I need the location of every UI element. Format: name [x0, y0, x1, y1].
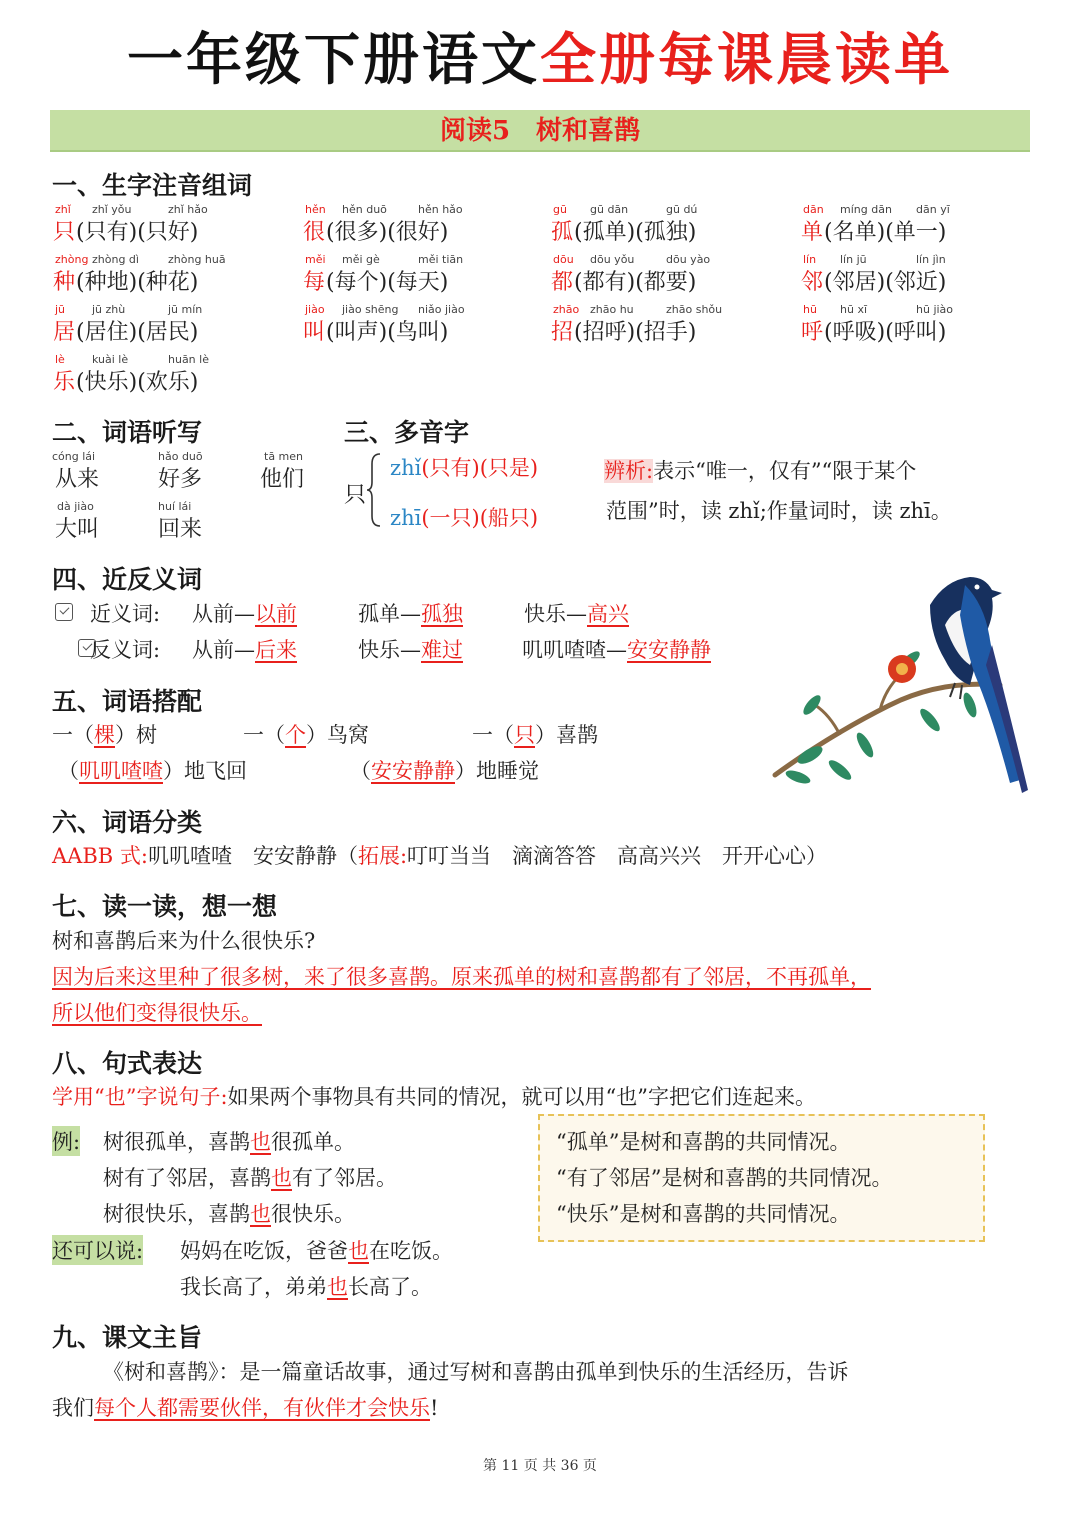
word-pinyin: zhāo shǒu: [666, 303, 723, 316]
aabb-line: AABB 式:叽叽喳喳 安安静静（拓展:叮叮当当 滴滴答答 高高兴兴 开开心心）: [52, 844, 828, 868]
dict-word: 大叫: [55, 517, 100, 542]
vocab-char: 邻: [801, 270, 824, 295]
section-5-heading: 五、词语搭配: [52, 687, 203, 716]
vocab-words: (名单)(单一): [824, 220, 947, 245]
also-label: 还可以说:: [52, 1235, 143, 1265]
char-pinyin: jū: [55, 303, 66, 316]
vocab-char: 呼: [801, 320, 824, 345]
antonym-label: 反义词:: [90, 638, 161, 662]
pattern-lead: 学用“也”字说句子:如果两个事物具有共同的情况，就可以用“也”字把它们连起来。: [52, 1085, 817, 1109]
vocab-char: 只: [53, 220, 76, 245]
title-red: 全册每课晨读单: [540, 28, 953, 93]
antonym-pair: 叽叽喳喳—安安静静: [522, 638, 711, 662]
vocab-words: (孤单)(孤独): [574, 220, 697, 245]
char-pinyin: dōu: [553, 253, 574, 266]
vocab-words: (招呼)(招手): [574, 320, 697, 345]
answer-line-2: 所以他们变得很快乐。: [52, 1001, 262, 1025]
example-label: 例:: [52, 1126, 80, 1156]
title-black: 一年级下册语文: [127, 28, 540, 93]
match-item: 一（个）鸟窝: [243, 723, 369, 747]
synonym-pair: 快乐—高兴: [524, 602, 629, 626]
vocab-char: 居: [53, 320, 76, 345]
vocab-words: (都有)(都要): [574, 270, 697, 295]
char-pinyin: hěn: [305, 203, 326, 216]
word-pinyin: jū mín: [168, 303, 203, 316]
word-pinyin: měi gè: [342, 253, 380, 266]
curly-brace: [366, 452, 382, 528]
section-7-heading: 七、读一读，想一想: [52, 892, 278, 921]
word-pinyin: huān lè: [168, 353, 209, 366]
match-item: （安安静静）地睡觉: [350, 759, 539, 783]
polyphone-reading-2: [390, 502, 538, 532]
word-pinyin: hū xī: [840, 303, 868, 316]
magpie-illustration: [770, 565, 1035, 805]
match-item: 一（只）喜鹊: [472, 723, 598, 747]
word-pinyin: dān yī: [916, 203, 950, 216]
section-2-heading: 二、词语听写: [52, 418, 203, 447]
vocab-words: (居住)(居民): [76, 320, 199, 345]
page-title: [0, 16, 1080, 96]
word-pinyin: dōu yǒu: [590, 253, 635, 266]
char-pinyin: měi: [305, 253, 326, 266]
dict-pinyin: huí lái: [158, 500, 192, 513]
word-pinyin: lín jū: [840, 253, 867, 266]
also-sentence: 妈妈在吃饭，爸爸也在吃饭。: [180, 1239, 453, 1263]
dict-word: 他们: [260, 467, 305, 492]
word-pinyin: zhāo hu: [590, 303, 634, 316]
vocab-char: 都: [551, 270, 574, 295]
theme-line-2: 我们每个人都需要伙伴，有伙伴才会快乐!: [52, 1396, 439, 1420]
example-sentence: 树有了邻居，喜鹊也有了邻居。: [103, 1166, 397, 1190]
reading-2-words: (一只)(船只): [421, 506, 539, 530]
box-line: “孤单”是树和喜鹊的共同情况。: [556, 1130, 851, 1154]
polyphone-char: 只: [344, 483, 367, 508]
vocab-words: (叫声)(鸟叫): [326, 320, 449, 345]
word-pinyin: lín jìn: [916, 253, 946, 266]
section-4-heading: 四、近反义词: [52, 565, 203, 594]
analysis-line-1: [604, 455, 916, 485]
vocab-words: (种地)(种花): [76, 270, 199, 295]
char-pinyin: zhòng: [55, 253, 89, 266]
section-9-heading: 九、课文主旨: [52, 1323, 203, 1352]
vocab-char: 孤: [551, 220, 574, 245]
box-line: “有了邻居”是树和喜鹊的共同情况。: [556, 1166, 893, 1190]
reading-1-pinyin: zhǐ: [390, 456, 422, 480]
char-pinyin: jiào: [305, 303, 325, 316]
match-item: 一（棵）树: [52, 723, 157, 747]
word-pinyin: kuài lè: [92, 353, 129, 366]
word-pinyin: jiào shēng: [342, 303, 399, 316]
word-pinyin: hěn duō: [342, 203, 387, 216]
dict-word: 好多: [158, 467, 203, 492]
example-sentence: 树很孤单，喜鹊也很孤单。: [103, 1130, 355, 1154]
word-pinyin: niǎo jiào: [418, 303, 465, 316]
question: 树和喜鹊后来为什么很快乐?: [52, 929, 316, 953]
synonym-pair: 从前—以前: [192, 602, 297, 626]
synonym-label: 近义词:: [90, 602, 161, 626]
checklist-icon: [55, 603, 73, 621]
dict-word: 回来: [158, 517, 203, 542]
word-pinyin: gū dān: [590, 203, 629, 216]
reading-2-pinyin: zhī: [390, 506, 422, 530]
vocab-char: 种: [53, 270, 76, 295]
word-pinyin: jū zhù: [92, 303, 126, 316]
dict-pinyin: cóng lái: [52, 450, 96, 463]
antonym-pair: 从前—后来: [192, 638, 297, 662]
example-sentence: 树很快乐，喜鹊也很快乐。: [103, 1202, 355, 1226]
match-item: （叽叽喳喳）地飞回: [58, 759, 247, 783]
synonym-pair: 孤单—孤独: [358, 602, 463, 626]
dict-pinyin: tā men: [264, 450, 304, 463]
vocab-words: (呼吸)(呼叫): [824, 320, 947, 345]
word-pinyin: měi tiān: [418, 253, 464, 266]
word-pinyin: zhǐ hǎo: [168, 203, 208, 216]
analysis-line-2: 范围”时，读 zhǐ;作量词时，读 zhī。: [606, 499, 952, 523]
polyphone-reading-1: [390, 452, 538, 482]
vocab-char: 乐: [53, 370, 76, 395]
char-pinyin: zhǐ: [55, 203, 71, 216]
word-pinyin: míng dān: [840, 203, 892, 216]
char-pinyin: zhāo: [553, 303, 580, 316]
reading-1-words: (只有)(只是): [421, 456, 539, 480]
word-pinyin: zhǐ yǒu: [92, 203, 132, 216]
section-6-heading: 六、词语分类: [52, 808, 203, 837]
theme-line-1: 《树和喜鹊》：是一篇童话故事，通过写树和喜鹊由孤单到快乐的生活经历，告诉: [103, 1360, 849, 1384]
section-3-heading: 三、多音字: [344, 418, 470, 447]
word-pinyin: dōu yào: [666, 253, 711, 266]
word-pinyin: hěn hǎo: [418, 203, 463, 216]
vocab-words: (快乐)(欢乐): [76, 370, 199, 395]
dict-pinyin: hǎo duō: [158, 450, 203, 463]
char-pinyin: lín: [803, 253, 817, 266]
extension-label: 拓展:: [357, 844, 408, 868]
dict-pinyin: dà jiào: [57, 500, 94, 513]
section-1-heading: 一、生字注音组词: [52, 171, 253, 200]
vocab-words: (每个)(每天): [326, 270, 449, 295]
vocab-char: 招: [551, 320, 574, 345]
char-pinyin: hū: [803, 303, 817, 316]
answer-line-1: 因为后来这里种了很多树，来了很多喜鹊。原来孤单的树和喜鹊都有了邻居，不再孤单，: [52, 965, 871, 989]
vocab-char: 叫: [303, 320, 326, 345]
box-line: “快乐”是树和喜鹊的共同情况。: [556, 1202, 851, 1226]
dict-word: 从来: [55, 467, 100, 492]
also-sentence: 我长高了，弟弟也长高了。: [180, 1275, 432, 1299]
vocab-words: (很多)(很好): [326, 220, 449, 245]
aabb-label: AABB 式:: [52, 844, 148, 868]
char-pinyin: gū: [553, 203, 567, 216]
section-8-heading: 八、句式表达: [52, 1049, 203, 1078]
vocab-words: (邻居)(邻近): [824, 270, 947, 295]
vocab-char: 每: [303, 270, 326, 295]
vocab-words: (只有)(只好): [76, 220, 199, 245]
word-pinyin: hū jiào: [916, 303, 954, 316]
lesson-band: 阅读5 树和喜鹊: [50, 110, 1030, 152]
pattern-label: 学用“也”字说句子:: [52, 1085, 228, 1109]
char-pinyin: dān: [803, 203, 824, 216]
page-footer: 第 11 页 共 36 页: [483, 1458, 597, 1474]
char-pinyin: lè: [55, 353, 65, 366]
word-pinyin: zhòng dì: [92, 253, 139, 266]
word-pinyin: zhòng huā: [168, 253, 226, 266]
analysis-label: 辨析:: [604, 459, 654, 483]
analysis-text-1: 表示“唯一，仅有”“限于某个: [653, 459, 917, 483]
antonym-pair: 快乐—难过: [358, 638, 463, 662]
word-pinyin: gū dú: [666, 203, 698, 216]
vocab-char: 很: [303, 220, 326, 245]
vocab-char: 单: [801, 220, 824, 245]
